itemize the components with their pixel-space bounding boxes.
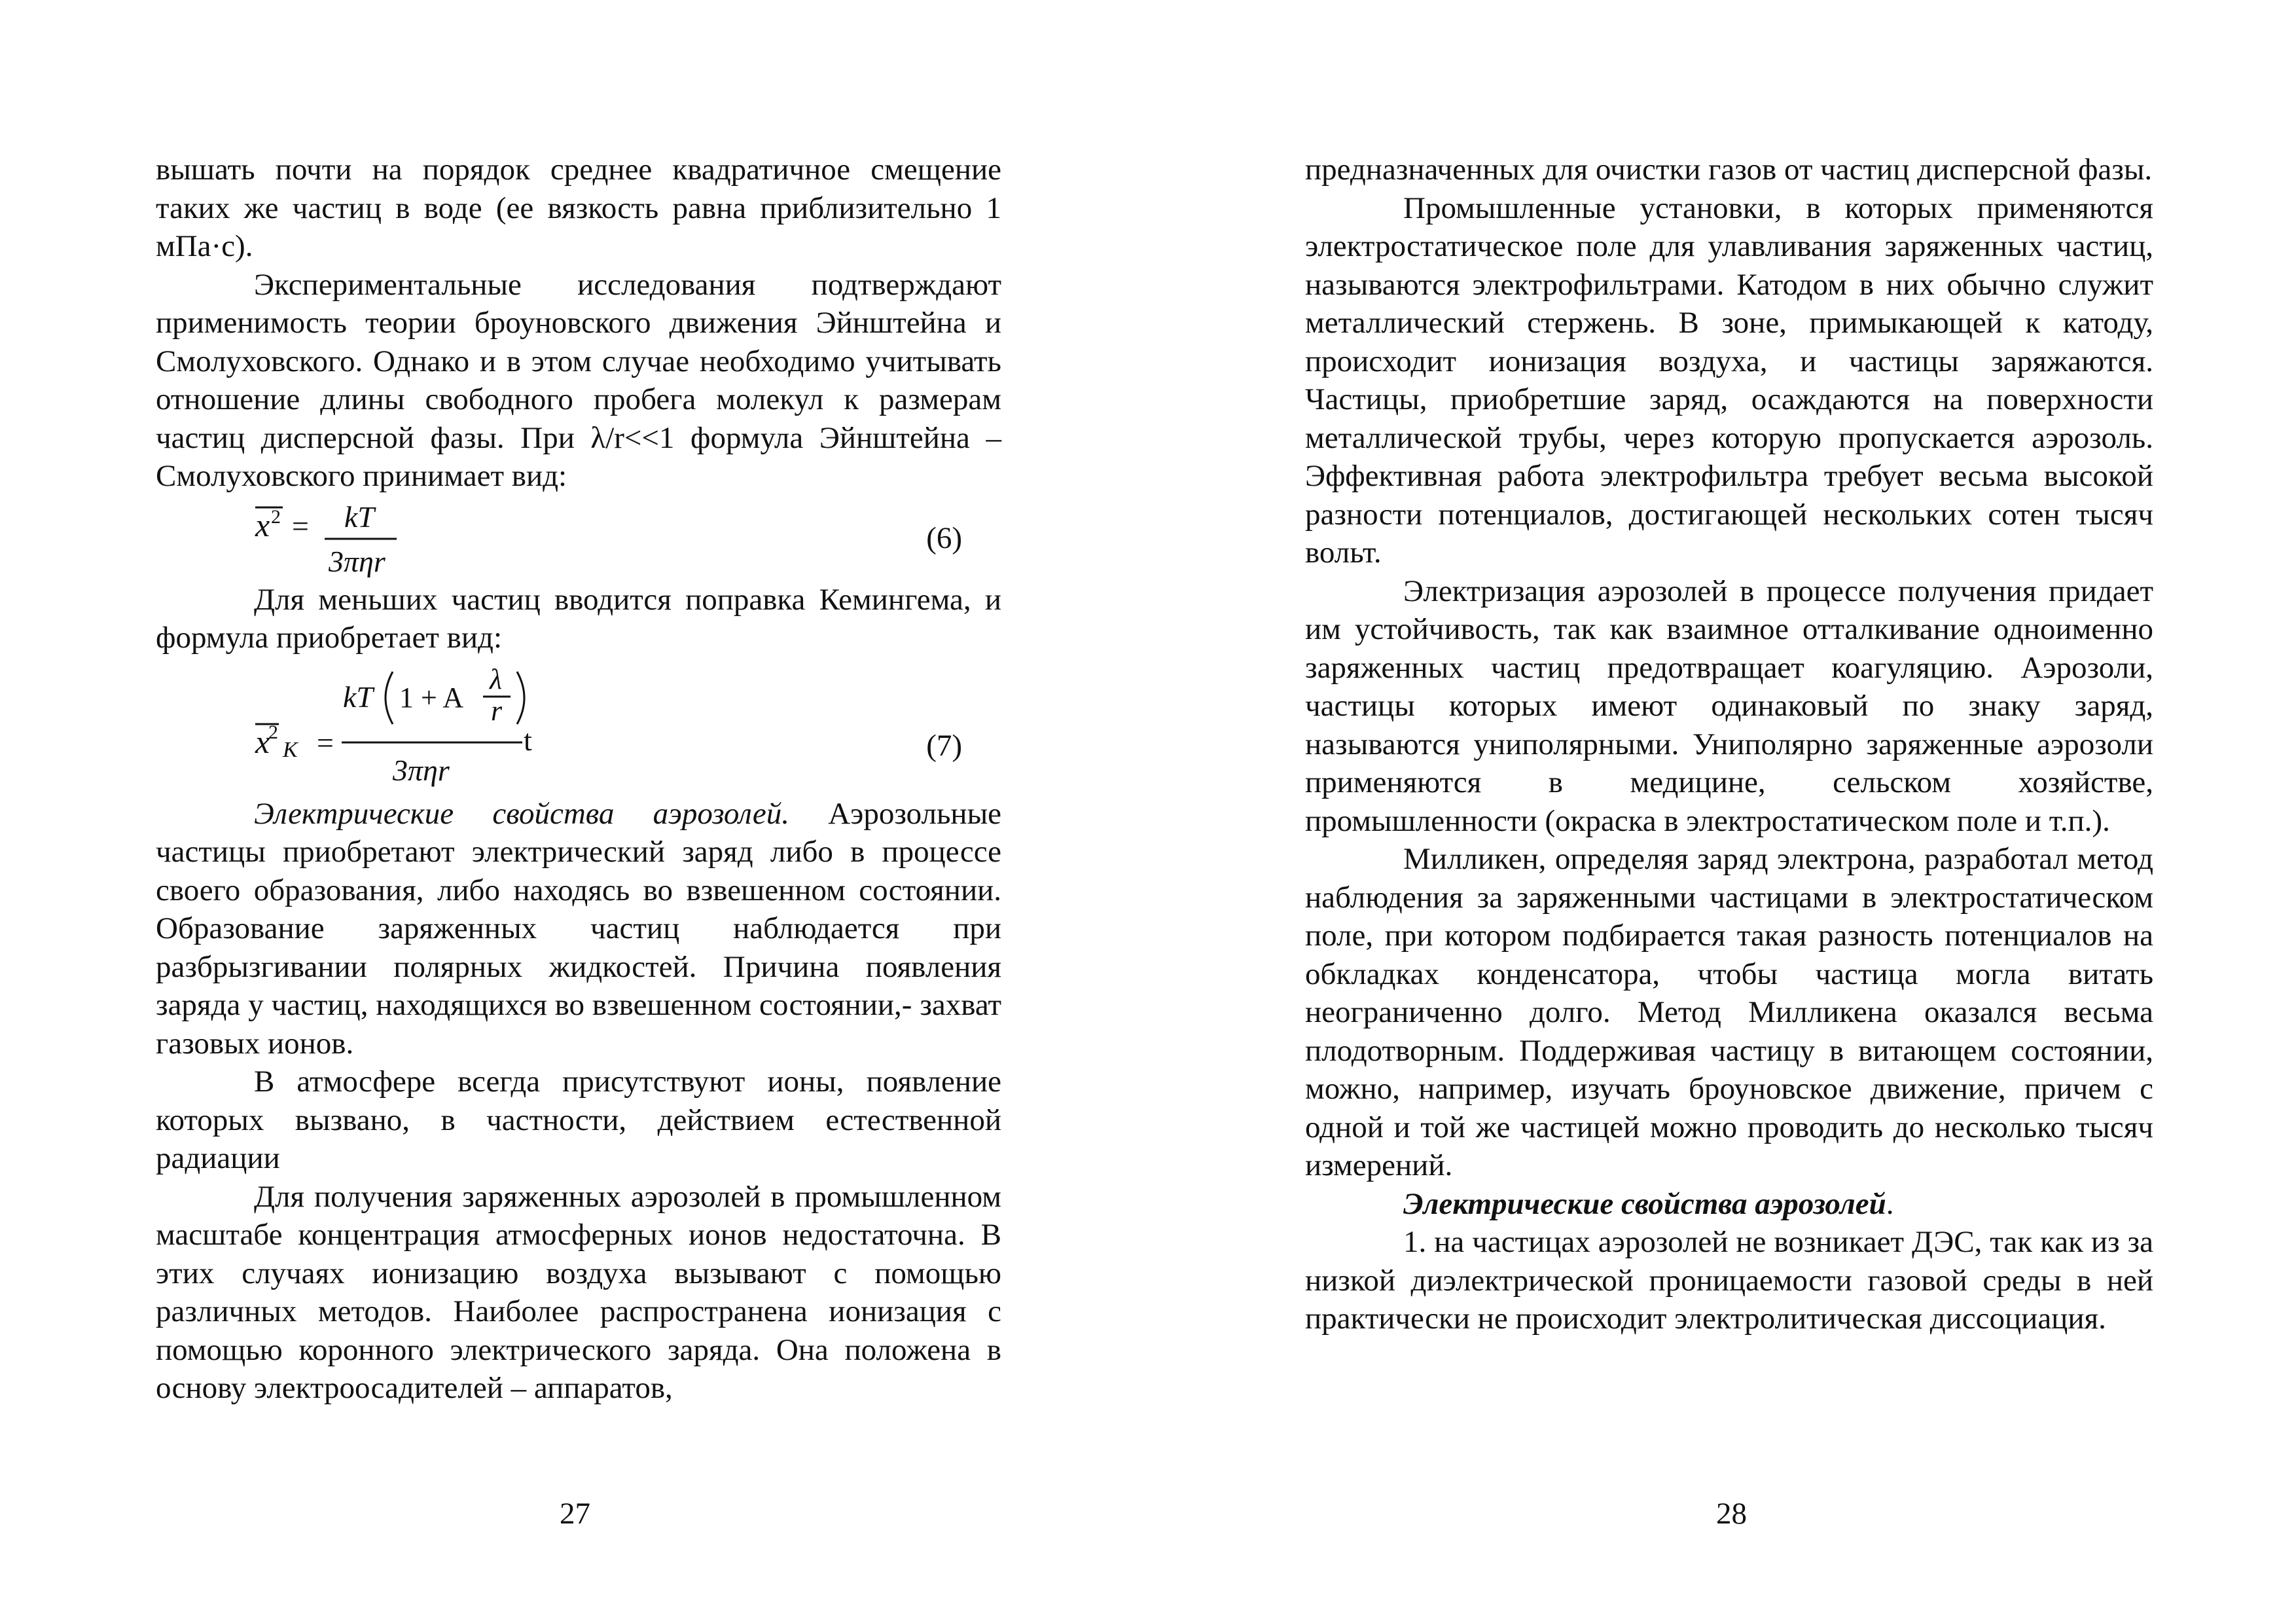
paragraph: Электризация аэрозолей в процессе получения придает им устойчивость, так как взаимное отталкивание одноименно заряженных частиц предотвращает коагуляцию. Аэрозоли, частицы которых имеют одинаковый по знаку заряд, называются униполярными. Униполярно заряженные аэрозоли применяются в медицине, сельском хозяйстве, промышленности (окраска в электростатическом поле и т.п.). xyxy=(1305,574,2153,838)
formula-7-kt: kT xyxy=(343,680,373,714)
formula-7-graphic xyxy=(156,657,1001,795)
paragraph: 1. на частицах аэрозолей не возникает ДЭС, так как из за низкой диэлектрической проницаемости газовой среды в ней практически не происходит электролитическая диссоциация. xyxy=(1305,1225,2153,1336)
right-page xyxy=(1305,151,2153,1338)
formula-7 xyxy=(156,657,1001,795)
svg-text:x: x xyxy=(255,506,270,543)
paragraph: Промышленные установки, в которых применяются электростатическое поле для улавливания заряженных частиц, называются электрофильтрами. Катодом в них обычно служит металлический стержень. В зоне, примыкающей к катоду, происходит ионизация воздуха, и частицы заряжаются. Частицы, приобретшие заряд, осаждаются на поверхности металлической трубы, через которую пропускается аэрозоль. Эффективная работа электрофильтра требует весьма высокой разности потенциалов, достигающей нескольких сотен тысяч вольт. xyxy=(1305,191,2153,570)
section-lead: Электрические свойства аэрозолей. xyxy=(254,796,790,831)
formula-7-denominator: 3πηr xyxy=(393,753,450,787)
svg-text:=: = xyxy=(317,725,334,759)
paragraph: Экспериментальные исследования подтверждают применимость теории броуновского движения Эйнштейна и Смолуховского. Однако и в этом случае необходимо учитывать отношение длины свободного пробега молекул к размерам частиц дисперсной фазы. При λ/r<<1 формула Эйнштейна – Смолуховского принимает вид: xyxy=(156,267,1001,493)
paragraph: Для получения заряженных аэрозолей в промышленном масштабе концентрация атмосферных ионов недостаточна. В этих случаях ионизацию воздуха вызывают с помощью различных методов. Наиболее распространена ионизация с помощью коронного электрического заряда. Она положена в основу электроосадителей – аппаратов, xyxy=(156,1179,1001,1405)
svg-text:x: x xyxy=(255,723,270,760)
formula-6-numerator: kT xyxy=(344,500,374,534)
formula-6-graphic xyxy=(156,496,1001,577)
paragraph xyxy=(156,795,1001,1063)
formula-7-inner: 1 + A xyxy=(399,681,464,714)
page-number-left: 27 xyxy=(560,1497,590,1531)
section-heading: Электрические свойства аэрозолей xyxy=(1403,1186,1886,1221)
equation-number: (7) xyxy=(926,728,962,763)
svg-text:=: = xyxy=(292,509,309,543)
paragraph: Милликен, определяя заряд электрона, разработал метод наблюдения за заряженными частицами в электростатическом поле, при котором подбирается такая разность потенциалов на обкладках конденсатора, чтобы частица могла витать неограниченно долго. Метод Милликена оказался весьма плодотворным. Поддерживая частицу в витающем состоянии, можно, например, изучать броуновское движение, причем с одной и той же частицей можно проводить до несколько тысяч измерений. xyxy=(1305,842,2153,1182)
left-page xyxy=(156,151,1001,1408)
paragraph: В атмосфере всегда присутствуют ионы, появление которых вызвано, в частности, действием естественной радиации xyxy=(156,1065,1001,1175)
page-number-right: 28 xyxy=(1716,1497,1747,1531)
svg-text:2: 2 xyxy=(268,721,278,743)
svg-text:2: 2 xyxy=(271,505,281,528)
paragraph: Для меньших частиц вводится поправка Кемингема, и формула приобретает вид: xyxy=(156,582,1001,655)
formula-7-r: r xyxy=(491,694,503,727)
formula-7-lambda: λ xyxy=(490,663,503,695)
formula-6 xyxy=(156,496,1001,577)
paragraph: предназначенных для очистки газов от частиц дисперсной фазы. xyxy=(1305,153,2153,187)
paragraph-text: Аэрозольные частицы приобретают электрический заряд либо в процессе своего образования, либо находясь во взвешенном состоянии. Образование заряженных частиц наблюдается при разбрызгивании полярных жидкостей. Причина появления заряда у частиц, находящихся во взвешенном состоянии,- захват газовых ионов. xyxy=(156,796,1002,1061)
equation-number: (6) xyxy=(926,520,962,555)
formula-6-denominator: 3πηr xyxy=(329,544,386,577)
formula-7-tail: t xyxy=(524,723,532,757)
paragraph: вышать почти на порядок среднее квадратичное смещение таких же частиц в воде (ее вязкость равна приблизительно 1 мПа·с). xyxy=(156,153,1001,263)
formula-7-subscript: К xyxy=(283,737,298,762)
section-heading-paragraph: Электрические свойства аэрозолей. xyxy=(1403,1186,1894,1221)
